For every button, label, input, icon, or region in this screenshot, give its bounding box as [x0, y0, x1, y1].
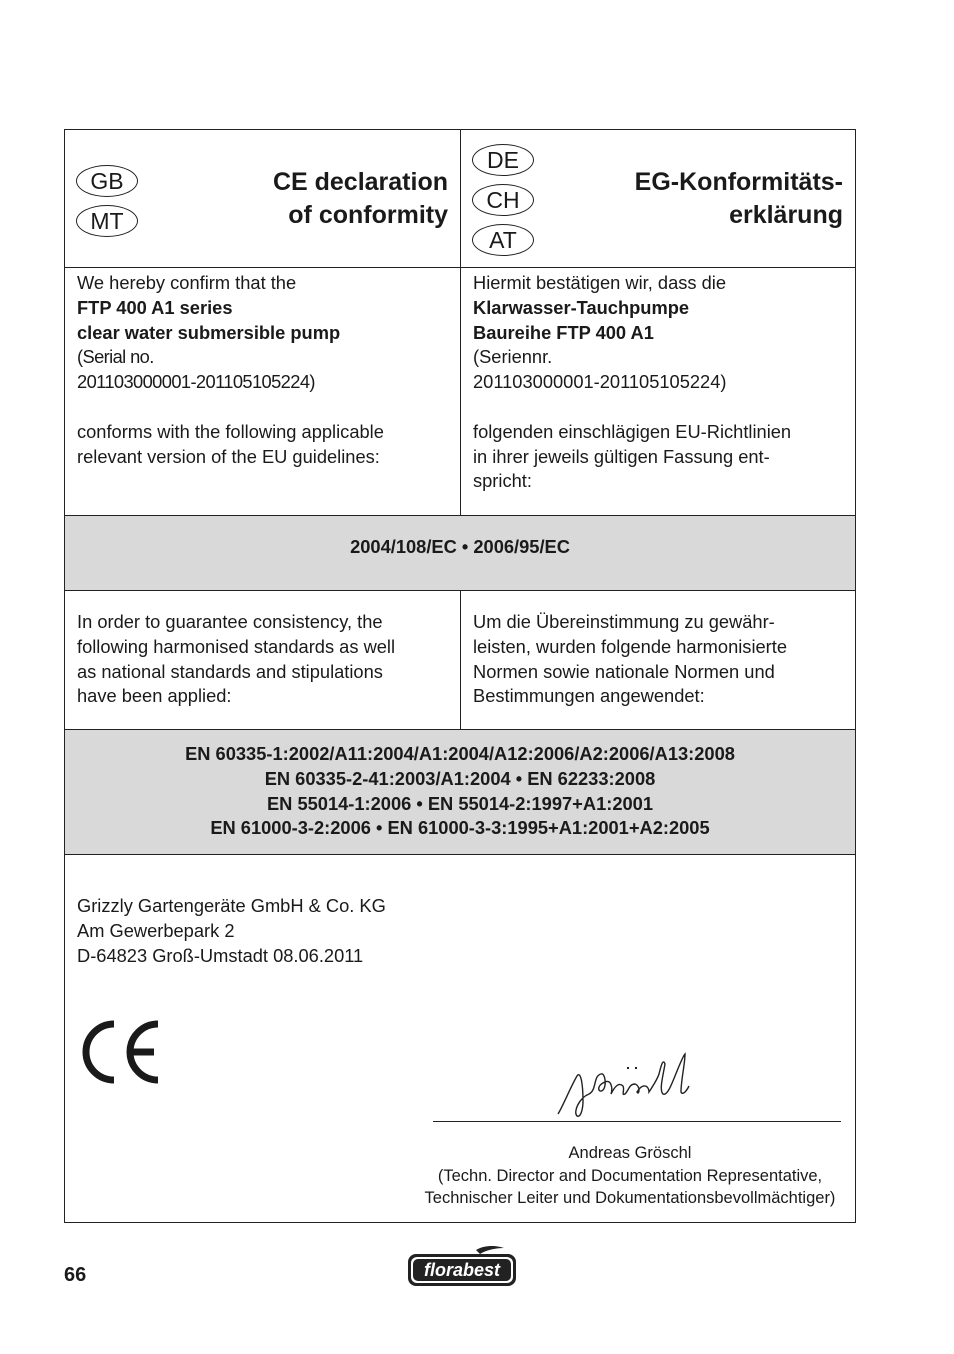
standards-intro-de-line: Normen sowie nationale Normen und [473, 660, 775, 682]
country-badge-gb: GB [76, 165, 138, 197]
serial-range-en: 201103000001-201105105224) [77, 371, 315, 393]
standards-intro-en-line: following harmonised standards as well [77, 635, 396, 657]
header-row [65, 130, 855, 268]
serial-label-en: (Serial no. [77, 346, 154, 368]
intro-de [461, 268, 855, 515]
intro-en [65, 268, 461, 515]
standards-list [65, 742, 855, 841]
standards-intro-de-line: Bestimmungen angewendet: [473, 685, 705, 707]
serial-label-de: (Seriennr. [473, 346, 553, 368]
product-series-en: FTP 400 A1 series [77, 296, 233, 318]
intro-en-text [77, 271, 450, 469]
standards-intro-en-text [77, 610, 450, 709]
country-badge-ch: CH [472, 184, 534, 216]
standards-intro-de-line: Um die Übereinstimmung zu gewähr- [473, 611, 775, 632]
declaration-frame [64, 129, 856, 1223]
standards-intro-de-line: leisten, wurden folgende harmonisierte [473, 635, 788, 657]
title-de [635, 166, 843, 232]
florabest-logo [406, 1244, 518, 1288]
title-de-line1: EG-Konformitäts- [634, 168, 843, 196]
standards-intro-en [65, 591, 461, 729]
standard-item: EN 60335-2-41:2003/A1:2004 • EN 62233:2008 [264, 767, 656, 789]
florabest-logo-icon [406, 1244, 518, 1288]
intro-en-line: conforms with the following applicable [77, 420, 384, 442]
ce-mark-icon [80, 1018, 162, 1086]
company-city-date: D-64823 Groß-Umstadt 08.06.2011 [77, 944, 364, 966]
intro-en-line: We hereby confirm that the [77, 272, 297, 293]
company-block [77, 894, 845, 968]
directives-row [65, 516, 855, 591]
signatory-block [405, 1142, 855, 1210]
product-name-de: Klarwasser-Tauchpumpe [473, 296, 690, 318]
intro-de-line: folgenden einschlägigen EU-Richtlinien [473, 420, 792, 442]
standards-intro-en-line: In order to guarantee consistency, the [77, 611, 383, 632]
serial-range-de: 201103000001-201105105224) [473, 371, 727, 393]
country-badge-de: DE [472, 144, 534, 176]
standards-intro-en-line: as national standards and stipulations [77, 660, 383, 682]
title-en-line2: of conformity [288, 201, 448, 229]
signatory-role: (Techn. Director and Documentation Representative, [437, 1166, 823, 1185]
intro-row [65, 268, 855, 516]
signatory-name: Andreas Gröschl [568, 1144, 692, 1162]
signature-icon [553, 1046, 713, 1126]
intro-de-line: in ihrer jeweils gültigen Fassung ent- [473, 445, 770, 467]
country-badge-mt: MT [76, 205, 138, 237]
directives-text: 2004/108/EC • 2006/95/EC [350, 536, 570, 557]
product-name-en: clear water submersible pump [77, 321, 341, 343]
standard-item: EN 55014-1:2006 • EN 55014-2:1997+A1:2001 [266, 792, 653, 814]
signature-line [433, 1121, 841, 1122]
country-badge-at: AT [472, 224, 534, 256]
standard-item: EN 61000-3-2:2006 • EN 61000-3-3:1995+A1:2001+A2:2005 [210, 817, 710, 839]
title-en-line1: CE declaration [272, 168, 448, 196]
standards-intro-en-line: have been applied: [77, 685, 232, 707]
page-number: 66 [64, 1264, 87, 1286]
standards-intro-de [461, 591, 855, 729]
company-street: Am Gewerbepark 2 [77, 919, 235, 941]
brand-text: florabest [423, 1260, 501, 1280]
intro-de-text [473, 271, 845, 494]
standard-item: EN 60335-1:2002/A11:2004/A1:2004/A12:2006/A2:2006/A13:2008 [185, 743, 735, 764]
standards-intro-row [65, 591, 855, 730]
intro-de-line: spricht: [473, 470, 532, 492]
standards-intro-de-text [473, 610, 845, 709]
title-de-line2: erklärung [729, 201, 843, 229]
company-name: Grizzly Gartengeräte GmbH & Co. KG [77, 895, 386, 916]
intro-de-line: Hiermit bestätigen wir, dass die [473, 272, 727, 293]
header-left [65, 130, 461, 267]
title-en [273, 166, 448, 232]
standards-row [65, 730, 855, 855]
header-right [461, 130, 855, 267]
signatory-role: Technischer Leiter und Dokumentationsbevollmächtiger) [424, 1189, 836, 1207]
intro-en-line: relevant version of the EU guidelines: [77, 445, 380, 467]
product-series-de: Baureihe FTP 400 A1 [473, 321, 654, 343]
